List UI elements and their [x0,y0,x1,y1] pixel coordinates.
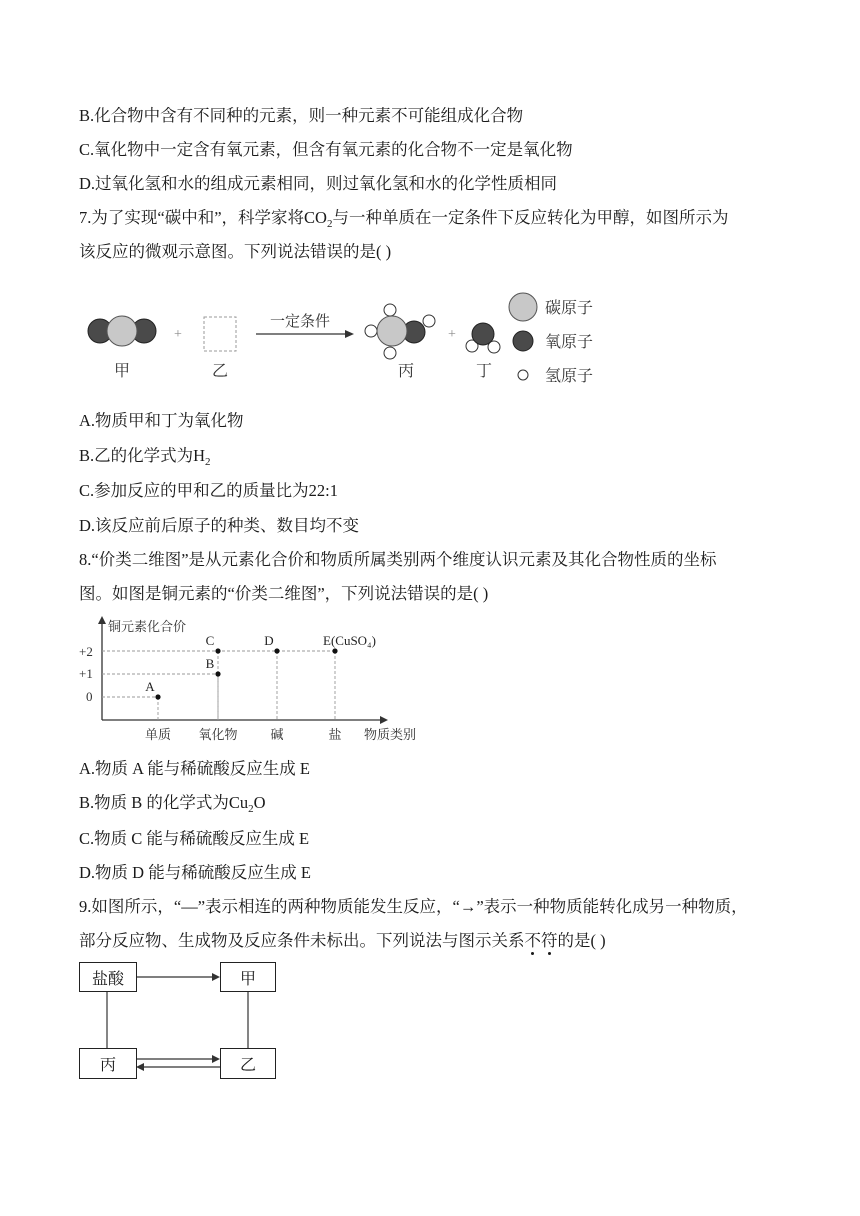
data-point [332,648,337,653]
bing-hydrogen-atom-right [423,315,435,327]
q8-cu2o-subscript: 2 [248,803,254,815]
q8-option-d: D.物质 D 能与稀硫酸反应生成 E [79,863,311,882]
legend-oxygen-icon [513,331,533,351]
q7-stem-line2: 该反应的微观示意图。下列说法错误的是( ) [79,242,392,261]
q6-option-d: D.过氧化氢和水的组成元素相同，则过氧化氢和水的化学性质相同 [79,174,558,193]
legend-oxygen-label: 氧原子 [545,334,594,351]
q7-option-c: C.参加反应的甲和乙的质量比为22:1 [79,481,338,500]
arrow-bing-to-yi-head [212,1055,220,1063]
legend-hydrogen-icon [518,370,528,380]
node-hydrochloric-acid: 盐酸 [79,962,137,992]
y-axis-arrow [98,616,106,624]
data-point [274,648,279,653]
q9-emphasis-char-1: 不 [524,931,541,950]
data-point-label: C [205,633,215,648]
x-tick-label: 氧化物 [198,727,238,742]
q7-stem-text-a: 7.为了实现“碳中和”，科学家将CO [79,208,327,227]
data-point-label: D [264,633,274,648]
bing-carbon-atom [377,316,407,346]
y-tick-plus1: +1 [79,666,93,681]
plus-sign-1: + [174,327,182,342]
reaction-arrow-head [345,330,354,338]
legend-carbon-label: 碳原子 [545,300,594,317]
q8-stem-line2: 图。如图是铜元素的“价类二维图”，下列说法错误的是( ) [79,584,489,603]
q7-option-b-text: B.乙的化学式为H [79,446,206,465]
label-yi: 乙 [211,363,229,380]
q6-option-b: B.化合物中含有不同种的元素，则一种元素不可能组成化合物 [79,106,524,125]
data-point [215,648,220,653]
copper-valence-class-chart [76,614,416,748]
q8-stem-line1: 8.“价类二维图”是从元素化合价和物质所属类别两个维度认识元素及其化合物性质的坐标 [79,550,717,569]
label-ding: 丁 [475,363,493,380]
plus-sign-2: + [448,327,456,342]
x-tick-label: 碱 [270,727,284,742]
bing-hydrogen-atom-left [365,325,377,337]
node-yi: 乙 [220,1048,276,1079]
q9-emphasis-char-2: 符 [541,931,558,950]
ding-oxygen-atom [472,323,494,345]
reaction-condition: 一定条件 [269,314,331,330]
x-tick-label: 单质 [144,727,172,742]
y-tick-zero: 0 [86,689,93,704]
x-tick-label: 盐 [328,727,342,742]
data-point-label: A [145,679,155,694]
data-point-label: B [205,656,215,671]
q7-option-b [79,445,211,473]
node-jia: 甲 [220,962,276,992]
label-bing: 丙 [397,363,415,380]
yi-empty-box [204,317,236,351]
q6-option-c: C.氧化物中一定含有氧元素，但含有氧元素的化合物不一定是氧化物 [79,140,573,159]
q9-stem-text-a: 部分反应物、生成物及反应条件未标出。下列说法与图示关系 [79,931,525,950]
jia-carbon-atom [107,316,137,346]
q9-stem-line2 [79,930,606,952]
q8-option-c: C.物质 C 能与稀硫酸反应生成 E [79,829,310,848]
q8-option-b-o: O [253,793,266,812]
x-axis-arrow [380,716,388,724]
q7-h2-subscript: 2 [205,456,211,468]
arrow-yi-to-bing-head [136,1063,144,1071]
data-point [155,694,160,699]
node-bing: 丙 [79,1048,137,1079]
y-tick-plus2: +2 [79,644,93,659]
q8-option-b [79,792,266,820]
q8-option-b-text: B.物质 B 的化学式为Cu [79,793,249,812]
data-point [215,671,220,676]
reaction-micro-diagram [80,286,620,390]
x-axis-label: 物质类别 [364,727,416,742]
legend-carbon-icon [509,293,537,321]
bing-hydrogen-atom-top [384,304,396,316]
data-point-label: E(CuSO₄) [323,633,376,648]
q8-option-a: A.物质 A 能与稀硫酸反应生成 E [79,759,310,778]
q7-stem-text-b: 与一种单质在一定条件下反应转化为甲醇，如图所示为 [332,208,729,227]
legend-hydrogen-label: 氢原子 [545,368,594,385]
q9-stem-line1: 9.如图所示，“—”表示相连的两种物质能发生反应，“→”表示一种物质能转化成另一种物质， [79,897,748,916]
y-axis-label: 铜元素化合价 [108,619,187,634]
arrow-top-head [212,973,220,981]
q7-option-d: D.该反应前后原子的种类、数目均不变 [79,516,360,535]
q7-option-a: A.物质甲和丁为氧化物 [79,411,244,430]
label-jia: 甲 [113,363,131,380]
q7-stem-line1 [79,207,728,235]
bing-hydrogen-atom-bottom [384,347,396,359]
q9-stem-text-b: 的是( ) [557,931,606,950]
q7-co2-subscript: 2 [326,218,333,230]
